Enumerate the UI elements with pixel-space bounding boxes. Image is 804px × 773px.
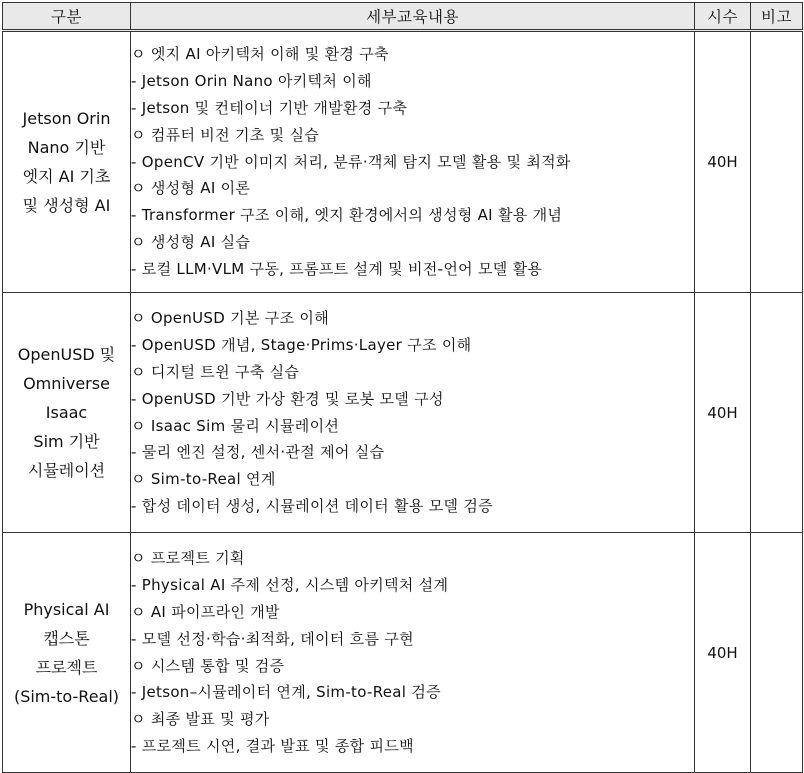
category-line: 엣지 AI 기초	[22, 167, 111, 186]
curriculum-table	[2, 2, 803, 773]
header-hours: 시수	[695, 3, 751, 31]
remark-cell	[751, 31, 803, 293]
category-cell	[3, 533, 131, 773]
details-cell	[131, 31, 695, 293]
detail-item: ㅇ 컴퓨터 비전 기초 및 실습	[131, 125, 320, 144]
category-line: Omniverse Isaac	[23, 374, 110, 422]
category-line: 시뮬레이션	[27, 461, 106, 480]
hours-cell: 40H	[695, 31, 751, 293]
detail-subitem: - Jetson Orin Nano 아키텍처 이해	[131, 72, 372, 91]
detail-subitem: - 프로젝트 시연, 결과 발표 및 종합 피드백	[131, 736, 414, 755]
detail-subitem: - Jetson–시뮬레이터 연계, Sim-to-Real 검증	[131, 683, 441, 702]
detail-subitem: - OpenUSD 기반 가상 환경 및 로봇 모델 구성	[131, 389, 444, 408]
table-row	[3, 533, 803, 773]
detail-item: ㅇ OpenUSD 기본 구조 이해	[131, 309, 330, 328]
detail-subitem: - Jetson 및 컨테이너 기반 개발환경 구축	[131, 99, 408, 117]
category-line: 및 생성형 AI	[22, 196, 111, 215]
detail-item: ㅇ 생성형 AI 실습	[131, 232, 251, 251]
detail-item: ㅇ AI 파이프라인 개발	[131, 602, 280, 621]
category-cell	[3, 293, 131, 533]
category-cell	[3, 31, 131, 293]
detail-item: ㅇ 엣지 AI 아키텍처 이해 및 환경 구축	[131, 45, 389, 64]
remark-cell	[751, 293, 803, 533]
detail-item: ㅇ Isaac Sim 물리 시뮬레이션	[131, 416, 340, 435]
category-line: Sim 기반	[33, 432, 100, 451]
detail-subitem: - OpenUSD 개념, Stage·Prims·Layer 구조 이해	[131, 336, 472, 355]
detail-item: ㅇ 프로젝트 기획	[131, 549, 245, 568]
details-cell	[131, 293, 695, 533]
category-line: (Sim-to-Real)	[13, 686, 120, 706]
details-cell	[131, 533, 695, 773]
detail-subitem: - 물리 엔진 설정, 센서·관절 제어 실습	[131, 443, 385, 462]
table-row	[3, 293, 803, 533]
hours-cell: 40H	[695, 293, 751, 533]
detail-subitem: - Transformer 구조 이해, 엣지 환경에서의 생성형 AI 활용 개념	[131, 206, 563, 225]
detail-subitem: - 모델 선정·학습·최적화, 데이터 흐름 구현	[131, 629, 414, 648]
category-line: Jetson Orin	[22, 109, 111, 128]
category-line: 캡스톤	[43, 628, 90, 648]
detail-item: ㅇ 시스템 통합 및 검증	[131, 656, 285, 675]
table-body	[3, 31, 803, 773]
detail-subitem: - OpenCV 기반 이미지 처리, 분류·객체 탐지 모델 활용 및 최적화	[131, 152, 571, 171]
category-line: 프로젝트	[35, 657, 98, 677]
hours-cell: 40H	[695, 533, 751, 773]
detail-item: ㅇ Sim-to-Real 연계	[131, 470, 276, 489]
header-category: 구분	[3, 3, 131, 31]
category-line: OpenUSD 및	[17, 345, 116, 364]
header-details: 세부교육내용	[131, 3, 695, 31]
table-row	[3, 31, 803, 293]
detail-item: ㅇ 생성형 AI 이론	[131, 179, 251, 198]
category-line: Nano 기반	[27, 138, 106, 157]
category-line: Physical AI	[23, 599, 110, 619]
detail-subitem: - 로컬 LLM·VLM 구동, 프롬프트 설계 및 비전-언어 모델 활용	[131, 259, 543, 278]
detail-subitem: - 합성 데이터 생성, 시뮬레이션 데이터 활용 모델 검증	[131, 496, 493, 515]
detail-item: ㅇ 디지털 트윈 구축 실습	[131, 362, 300, 381]
detail-item: ㅇ 최종 발표 및 평가	[131, 710, 270, 729]
header-remark: 비고	[751, 3, 803, 31]
detail-subitem: - Physical AI 주제 선정, 시스템 아키텍처 설계	[131, 576, 449, 595]
header-row	[3, 3, 803, 31]
remark-cell	[751, 533, 803, 773]
